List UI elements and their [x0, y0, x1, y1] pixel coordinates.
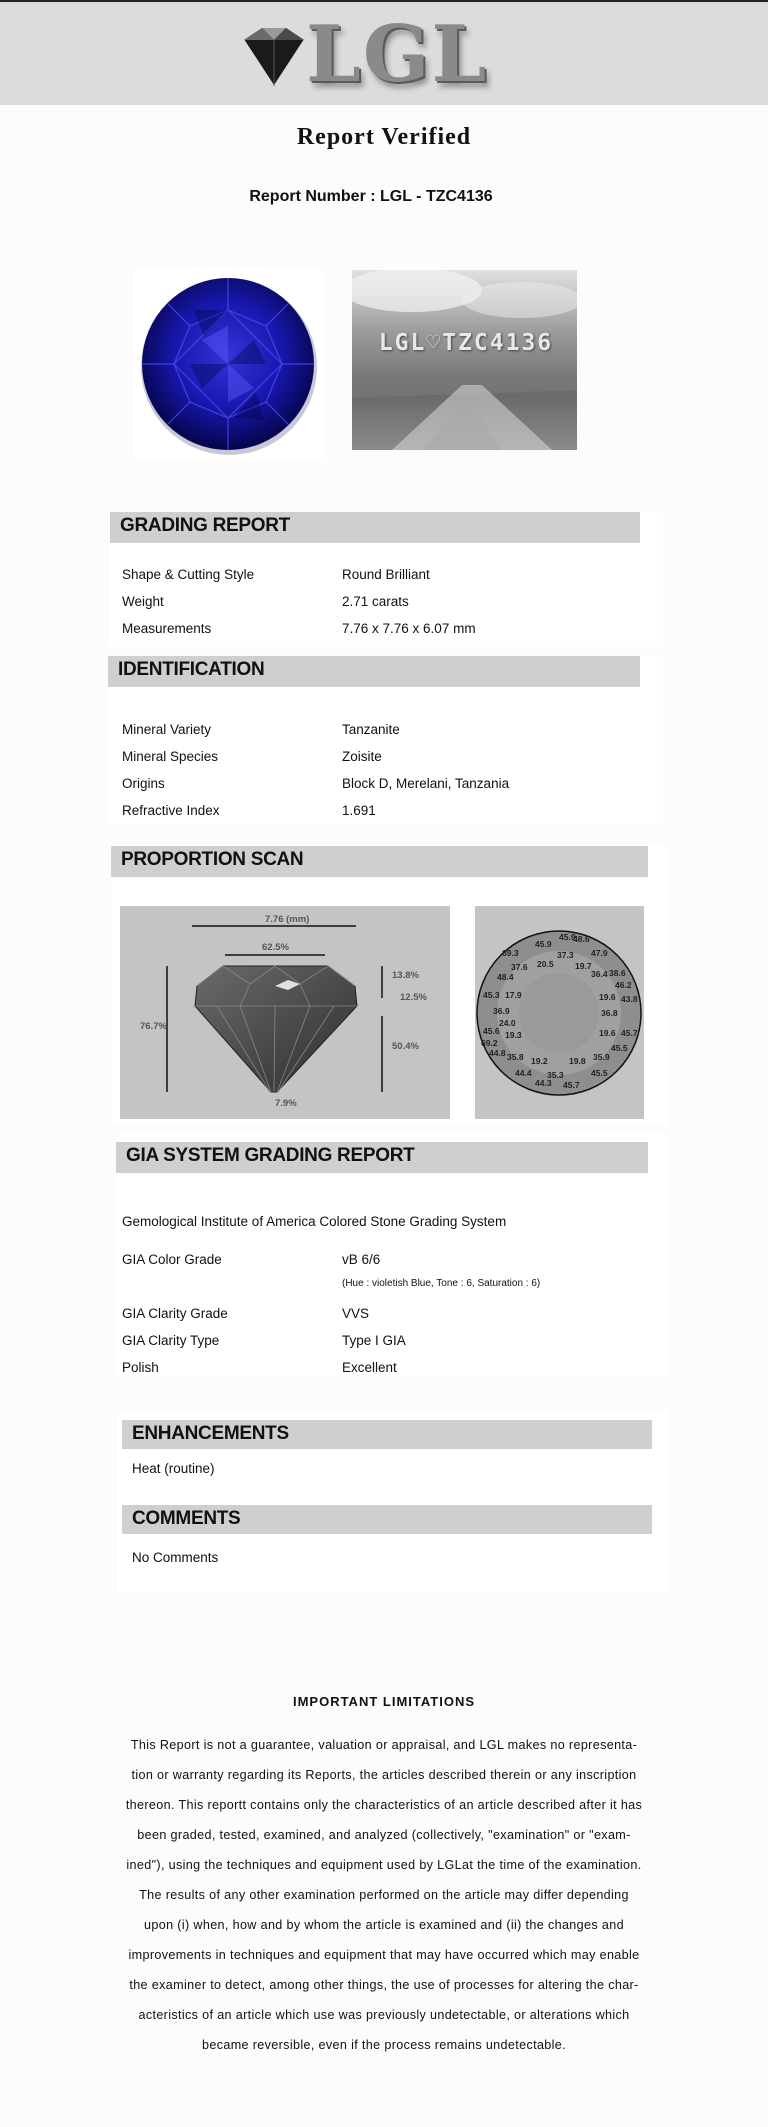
limitations-line: tion or warranty regarding its Reports, the articles described therein or any inscription — [131, 1768, 637, 1782]
width-measure: 7.76 (mm) — [265, 914, 310, 925]
facet-measurement: 69.2 — [481, 1038, 498, 1048]
inscription-text: LGL♡TZC4136 — [378, 330, 554, 356]
polish-value: Excellent — [342, 1360, 397, 1375]
gia-color-note: (Hue : violetish Blue, Tone : 6, Saturation : 6) — [342, 1278, 541, 1289]
facet-measurement: 36.9 — [493, 1006, 510, 1016]
page-title: Report Verified — [296, 124, 472, 150]
facet-measurement: 35.3 — [547, 1070, 564, 1080]
culet-measure: 7.9% — [275, 1098, 297, 1109]
crown-height-measure: 13.8% — [392, 970, 419, 981]
table-measure: 62.5% — [262, 942, 289, 953]
lgl-logo[interactable] — [234, 9, 494, 100]
total-depth-measure: 76.7% — [140, 1021, 167, 1032]
facet-measurement: 44.4 — [515, 1068, 532, 1078]
limitations-line: thereon. This reportt contains only the characteristics of an article described after it has — [125, 1798, 643, 1812]
measurements-label: Measurements — [122, 621, 212, 636]
report-number: Report Number : LGL - TZC4136 — [249, 188, 493, 205]
limitations-line: acteristics of an article which use was previously undetectable, or alterations which — [138, 2008, 630, 2022]
header-banner — [0, 2, 768, 105]
profile-diagram — [120, 906, 450, 1119]
facet-measurement: 19.6 — [599, 1028, 616, 1038]
limitations-line: The results of any other examination performed on the article may differ depending — [139, 1888, 629, 1902]
facet-measurement: 48.4 — [497, 972, 514, 982]
crown-angle-measure: 12.5% — [400, 992, 427, 1003]
limitations-line: the examiner to detect, among other things, the use of processes for altering the char- — [129, 1978, 639, 1992]
diamond-icon — [234, 26, 312, 88]
top-view-diagram — [475, 906, 644, 1119]
facet-measurement: 48.6 — [573, 934, 590, 944]
gia-report-heading: GIA SYSTEM GRADING REPORT — [126, 1145, 415, 1166]
facet-measurement: 37.6 — [511, 962, 528, 972]
identification-header — [108, 656, 640, 687]
limitations-heading: IMPORTANT LIMITATIONS — [292, 1694, 476, 1709]
proportion-scan-heading: PROPORTION SCAN — [121, 849, 304, 870]
gia-clarity-grade-value: VVS — [342, 1306, 370, 1321]
limitations-line: ined"), using the techniques and equipment used by LGLat the time of the examination. — [126, 1858, 642, 1872]
facet-measurement: 19.7 — [575, 961, 592, 971]
facet-measurement: 45.5 — [591, 1068, 608, 1078]
gia-system-name: Gemological Institute of America Colored Stone Grading System — [122, 1214, 507, 1229]
measurements-value: 7.76 x 7.76 x 6.07 mm — [342, 621, 476, 636]
origins-value: Block D, Merelani, Tanzania — [342, 776, 510, 791]
weight-value: 2.71 carats — [342, 594, 409, 609]
mineral-variety-value: Tanzanite — [342, 722, 400, 737]
top-view-values — [475, 906, 644, 1119]
facet-measurement: 45.9 — [559, 932, 576, 942]
facet-measurement: 17.9 — [505, 990, 522, 1000]
gia-color-value: vB 6/6 — [342, 1252, 381, 1267]
facet-measurement: 44.3 — [535, 1078, 552, 1088]
facet-measurement: 19.3 — [505, 1030, 522, 1040]
facet-measurement: 37.3 — [557, 950, 574, 960]
limitations-line: upon (i) when, how and by whom the article is examined and (ii) the changes and — [144, 1918, 624, 1932]
facet-measurement: 45.6 — [483, 1026, 500, 1036]
facet-measurement: 45.7 — [563, 1080, 580, 1090]
facet-measurement: 45.9 — [535, 939, 552, 949]
gia-report-header — [116, 1142, 648, 1173]
laser-inscription-photo — [352, 270, 577, 450]
shape-label: Shape & Cutting Style — [122, 567, 255, 582]
comments-header — [122, 1505, 652, 1534]
enhancements-header — [122, 1420, 652, 1449]
gia-color-label: GIA Color Grade — [122, 1252, 222, 1267]
facet-measurement: 45.7 — [621, 1028, 638, 1038]
pavilion-depth-measure: 50.4% — [392, 1041, 419, 1052]
comments-text: No Comments — [132, 1550, 219, 1565]
logo-wordmark: LGL — [306, 9, 489, 100]
facet-measurement: 69.3 — [502, 948, 519, 958]
limitations-line: been graded, tested, examined, and analyzed (collectively, "examination" or "exam- — [137, 1828, 631, 1842]
facet-measurement: 44.8 — [489, 1048, 506, 1058]
facet-measurement: 19.6 — [599, 992, 616, 1002]
shape-value: Round Brilliant — [342, 567, 430, 582]
facet-measurement: 19.2 — [531, 1056, 548, 1066]
gemstone-photo — [134, 270, 324, 460]
limitations-line: improvements in techniques and equipment that may have occurred which may enable — [128, 1948, 640, 1962]
facet-measurement: 35.9 — [593, 1052, 610, 1062]
grading-report-header — [110, 512, 640, 543]
mineral-species-value: Zoisite — [342, 749, 382, 764]
proportion-scan-header — [111, 846, 648, 877]
gia-clarity-type-value: Type I GIA — [342, 1333, 406, 1348]
comments-heading: COMMENTS — [132, 1508, 241, 1529]
facet-measurement: 36.4 — [591, 969, 608, 979]
origins-label: Origins — [122, 776, 165, 791]
limitations-line: became reversible, even if the process remains undetectable. — [201, 2038, 566, 2052]
polish-label: Polish — [122, 1360, 159, 1375]
enhancements-text: Heat (routine) — [132, 1461, 215, 1476]
grading-report-heading: GRADING REPORT — [120, 515, 290, 536]
facet-measurement: 43.8 — [621, 994, 638, 1004]
facet-measurement: 24.0 — [499, 1018, 516, 1028]
gia-clarity-grade-label: GIA Clarity Grade — [122, 1306, 228, 1321]
gia-clarity-type-label: GIA Clarity Type — [122, 1333, 220, 1348]
limitations-line: This Report is not a guarantee, valuation or appraisal, and LGL makes no representa- — [130, 1738, 638, 1752]
facet-measurement: 38.6 — [609, 968, 626, 978]
facet-measurement: 46.2 — [615, 980, 632, 990]
facet-measurement: 45.3 — [483, 990, 500, 1000]
refractive-index-value: 1.691 — [342, 803, 376, 818]
facet-measurement: 19.8 — [569, 1056, 586, 1066]
mineral-variety-label: Mineral Variety — [122, 722, 212, 737]
facet-measurement: 35.8 — [507, 1052, 524, 1062]
facet-measurement: 20.5 — [537, 959, 554, 969]
enhancements-heading: ENHANCEMENTS — [132, 1423, 289, 1444]
identification-heading: IDENTIFICATION — [118, 659, 265, 680]
weight-label: Weight — [122, 594, 164, 609]
facet-measurement: 36.8 — [601, 1008, 618, 1018]
refractive-index-label: Refractive Index — [122, 803, 220, 818]
facet-measurement: 47.9 — [591, 948, 608, 958]
facet-measurement: 45.5 — [611, 1043, 628, 1053]
mineral-species-label: Mineral Species — [122, 749, 219, 764]
